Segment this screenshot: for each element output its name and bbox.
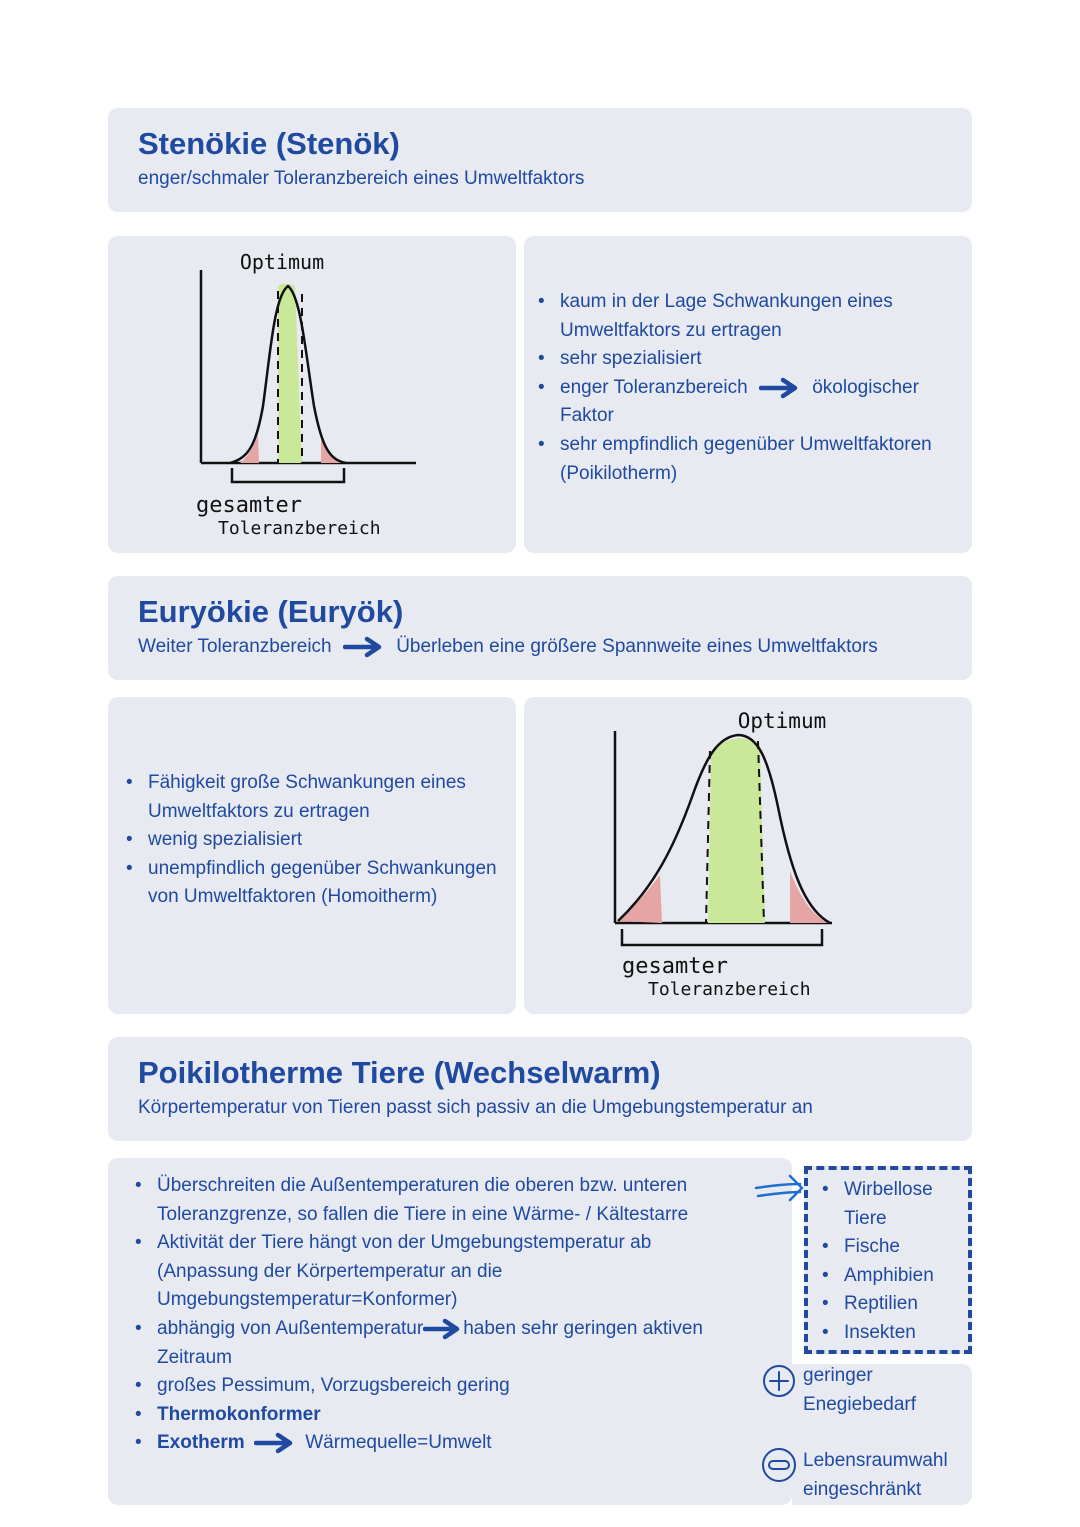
minus-text: Lebensraumwahl eingeschränkt [803, 1450, 948, 1500]
list-item [133, 1429, 733, 1458]
bullet-arrow-right: haben sehr geringen aktiven Zeitraum [157, 1317, 703, 1368]
list-item: • Fische [820, 1233, 966, 1262]
stenoekie-title: Stenökie (Stenök) [138, 126, 400, 161]
optimum-label: Optimum [239, 250, 325, 274]
list-item: • Aktivität der Tiere hängt von der Umgebungstemperatur ab (Anpassung der Körpertemperatur an die Umgebungstemperatur=Konformer) [133, 1229, 733, 1315]
minus-icon [760, 1446, 798, 1484]
euryoekie-graph-box [524, 697, 972, 1014]
euryoekie-bullet-list [124, 769, 504, 912]
euryoekie-tolerance-graph [524, 697, 972, 1014]
stenoekie-tolerance-graph [108, 236, 516, 553]
list-item [536, 374, 958, 431]
list-item: • wenig spezialisiert [124, 826, 504, 855]
euryoekie-subtitle-left: Weiter Toleranzbereich [138, 636, 332, 658]
list-item [133, 1401, 733, 1430]
plus-text: geringer Enegiebedarf [803, 1365, 917, 1415]
list-item: • Überschreiten die Außentemperaturen die oberen bzw. unteren Toleranzgrenze, so fallen die Tiere in eine Wärme- / Kältestarre [133, 1172, 733, 1229]
stenoekie-bullets-box [524, 236, 972, 553]
list-item: • Amphibien [820, 1262, 966, 1291]
stenoekie-bullet-list [536, 288, 958, 488]
bullet-arrow-left: enger Toleranzbereich [560, 376, 748, 398]
optimum-area [708, 738, 765, 923]
list-item: • Insekten [820, 1319, 966, 1348]
stenoekie-header-box [108, 108, 972, 212]
range-label-2: Toleranzbereich [218, 518, 381, 539]
list-item [133, 1315, 733, 1372]
list-item: • sehr spezialisiert [536, 345, 958, 374]
list-item: • Reptilien [820, 1290, 966, 1319]
list-item: • großes Pessimum, Vorzugsbereich gering [133, 1372, 733, 1401]
animals-list [820, 1176, 966, 1348]
list-item: • unempfindlich gegenüber Schwankungen von Umweltfaktoren (Homoitherm) [124, 855, 504, 912]
animals-box [804, 1166, 972, 1354]
tolerance-bracket [622, 929, 822, 945]
bullet-arrow-right: ökologischer Faktor [560, 376, 919, 427]
arrow-right-icon [343, 636, 385, 658]
range-label-2: Toleranzbereich [648, 979, 811, 1000]
arrow-right-icon [759, 377, 801, 399]
list-item: • Fähigkeit große Schwankungen eines Umweltfaktors zu ertragen [124, 769, 504, 826]
list-item: • Wirbellose Tiere [820, 1176, 966, 1233]
pointer-arrow-icon [752, 1172, 812, 1212]
poikilotherm-bullets-box [108, 1158, 792, 1505]
tolerance-bracket [232, 468, 344, 482]
bullet-arrow-left: abhängig von Außentemperatur [157, 1317, 424, 1339]
optimum-label: Optimum [737, 709, 827, 733]
stenoekie-subtitle: enger/schmaler Toleranzbereich eines Umweltfaktors [138, 168, 585, 189]
pessimum-right [790, 871, 828, 923]
plus-icon [761, 1363, 797, 1399]
stenoekie-graph-box [108, 236, 516, 553]
exotherm-right: Wärmequelle=Umwelt [305, 1432, 492, 1454]
euryoekie-subtitle-right: Überleben eine größere Spannweite eines Umweltfaktors [396, 636, 878, 658]
euryoekie-title: Euryökie (Euryök) [138, 594, 404, 629]
arrow-right-icon [423, 1318, 463, 1340]
pessimum-right [321, 434, 344, 463]
arrow-right-icon [254, 1432, 296, 1454]
euryoekie-header-box [108, 576, 972, 680]
thermokonformer-label: Thermokonformer [157, 1403, 321, 1425]
poikilotherm-subtitle: Körpertemperatur von Tieren passt sich passiv an die Umgebungstemperatur an [138, 1097, 813, 1118]
euryoekie-subtitle [138, 636, 878, 658]
list-item: • sehr empfindlich gegenüber Umweltfaktoren (Poikilotherm) [536, 431, 958, 488]
euryoekie-bullets-box [108, 697, 516, 1014]
poikilotherm-bullet-list [133, 1172, 733, 1458]
list-item: • kaum in der Lage Schwankungen eines Umweltfaktors zu ertragen [536, 288, 958, 345]
exotherm-label: Exotherm [157, 1432, 245, 1454]
poikilotherm-title: Poikilotherme Tiere (Wechselwarm) [138, 1055, 661, 1090]
range-label-1: gesamter [196, 493, 302, 518]
poikilotherm-header-box [108, 1037, 972, 1141]
range-label-1: gesamter [622, 954, 728, 979]
